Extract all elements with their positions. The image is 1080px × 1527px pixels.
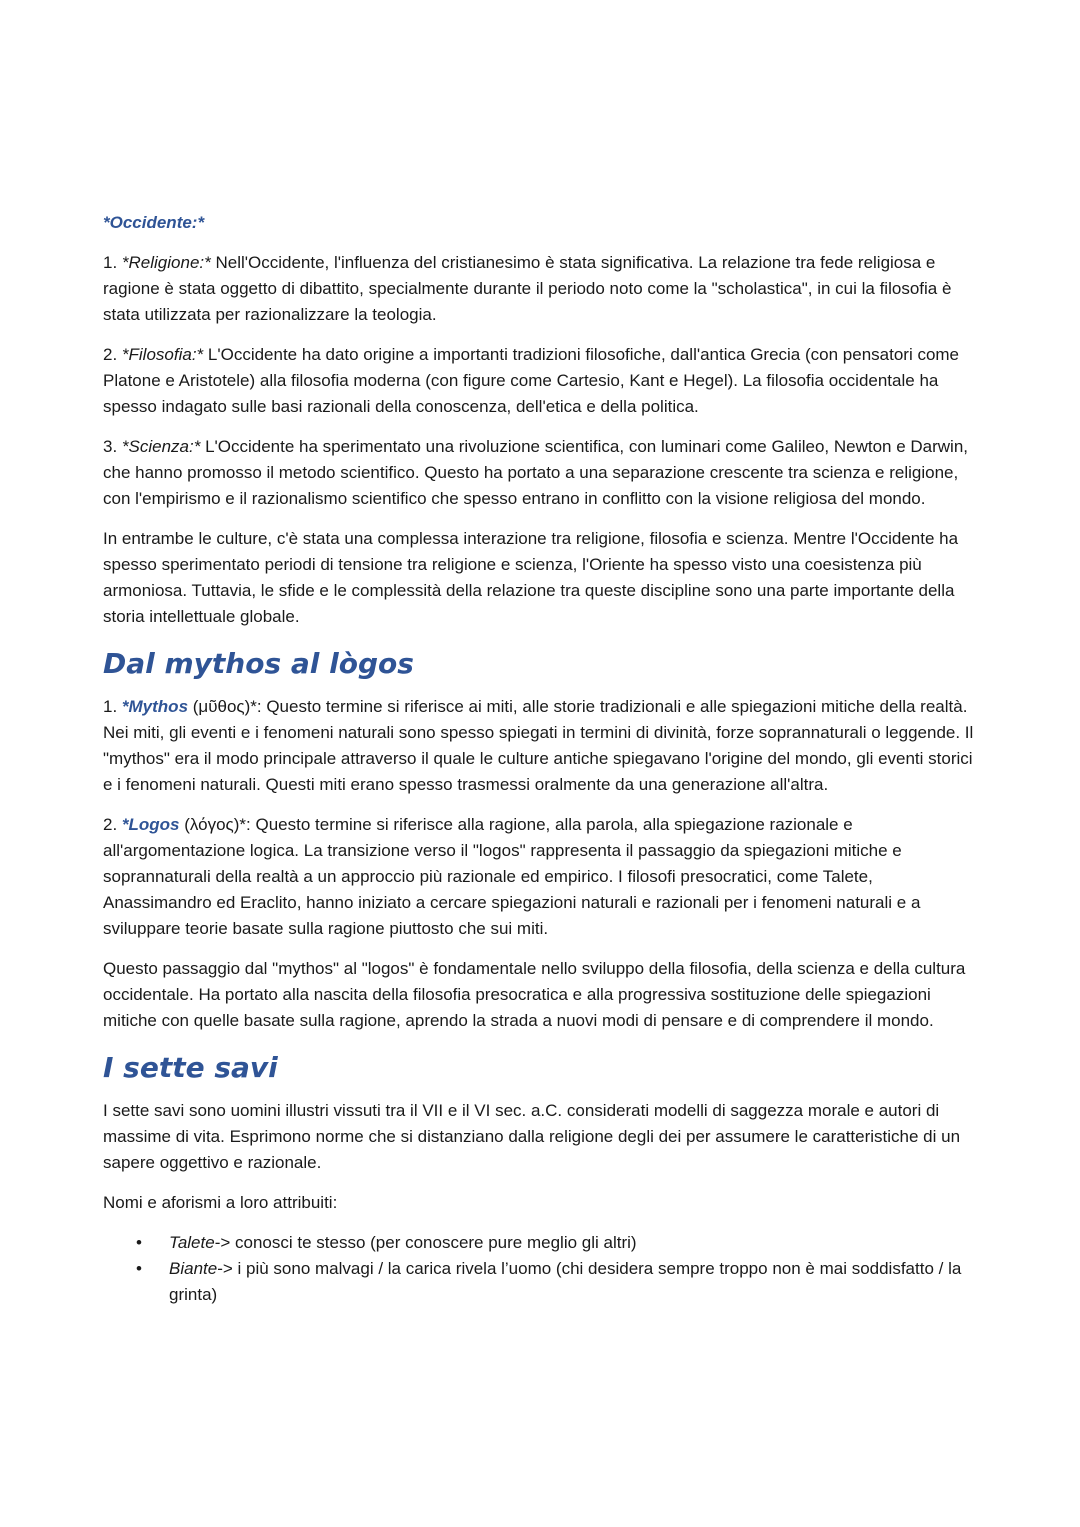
item-text: Nell'Occidente, l'influenza del cristianesimo è stata significativa. La relazione tra fede religiosa e ragione è stata oggetto di dibattito, specialmente durante il periodo noto come la "scholastica", in cui la filosofia è stata utilizzata per razionalizzare la teologia. (103, 253, 952, 324)
mythos-item (103, 694, 983, 798)
item-term: *Religione:* (121, 253, 211, 272)
occidente-item-scienza (103, 434, 983, 512)
savio-name: Biante (169, 1259, 218, 1278)
item-number: 3. (103, 437, 122, 456)
item-term: *Filosofia:* (121, 345, 204, 364)
item-term: *Mythos (121, 697, 189, 716)
list-item (103, 1230, 983, 1256)
occidente-item-religione (103, 250, 983, 328)
item-text: : Questo termine si riferisce alla ragione, alla parola, alla spiegazione razionale e all'argomentazione logica. La transizione verso il "logos" rappresenta il passaggio da spiegazioni mitiche e soprannaturali della realtà a un approccio più razionale ed empirico. I filosofi presocratici, come Talete, Anassimandro ed Eraclito, hanno iniziato a cercare spiegazioni naturali e razionali per i fenomeni naturali e a sviluppare teorie basate sulla ragione piuttosto che sui miti. (103, 815, 921, 938)
bullet-icon: • (136, 1259, 142, 1278)
list-item (103, 1256, 983, 1308)
item-text: L'Occidente ha sperimentato una rivoluzione scientifica, con luminari come Galileo, Newton e Darwin, che hanno promosso il metodo scientifico. Questo ha portato a una separazione crescente tra scienza e religione, con l'empirismo e il razionalismo scientifico che spesso entrano in conflitto con la visione religiosa del mondo. (103, 437, 969, 508)
savio-saying: -> i più sono malvagi / la carica rivela l’uomo (chi desidera sempre troppo non è mai soddisfatto / la grinta) (169, 1259, 962, 1304)
logos-item (103, 812, 983, 942)
savio-name: Talete (169, 1233, 215, 1252)
section-title-mythos-logos: Dal mythos al lògos (103, 647, 414, 680)
item-greek: (μῦθος)* (188, 697, 257, 716)
savi-list (103, 1230, 983, 1308)
bullet-icon: • (136, 1233, 142, 1252)
item-term: *Scienza:* (121, 437, 201, 456)
item-text: L'Occidente ha dato origine a importanti tradizioni filosofiche, dall'antica Grecia (con pensatori come Platone e Aristotele) alla filosofia moderna (con figure come Cartesio, Kant e Hegel). La filosofia occidentale ha spesso indagato sulle basi razionali della conoscenza, dell'etica e della politica. (103, 345, 960, 416)
item-text: : Questo termine si riferisce ai miti, alle storie tradizionali e alle spiegazioni mitiche della realtà. Nei miti, gli eventi e i fenomeni naturali sono spesso spiegati in termini di divinità, forze soprannaturali o leggende. Il "mythos" era il modo principale attraverso il quale le culture antiche spiegavano l'origine del mondo, gli eventi storici e i fenomeni naturali. Questi miti erano spesso trasmessi oralmente da una generazione all'altra. (103, 697, 974, 794)
item-term: *Logos (121, 815, 180, 834)
sette-savi-intro: I sette savi sono uomini illustri vissuti tra il VII e il VI sec. a.C. considerati modelli di saggezza morale e autori di massime di vita. Esprimono norme che si distanziano dalla religione degli dei per assumere le caratteristiche di un sapere oggettivo e razionale. (103, 1101, 961, 1172)
item-number: 2. (103, 815, 122, 834)
document-page (103, 210, 983, 1308)
occidente-heading: *Occidente:* (103, 213, 205, 232)
item-number: 1. (103, 253, 122, 272)
sette-savi-list-intro: Nomi e aforismi a loro attribuiti: (103, 1193, 338, 1212)
item-number: 2. (103, 345, 122, 364)
savio-saying: -> conosci te stesso (per conoscere pure meglio gli altri) (214, 1233, 637, 1252)
item-greek: (λόγος)* (179, 815, 247, 834)
occidente-item-filosofia (103, 342, 983, 420)
item-number: 1. (103, 697, 122, 716)
occidente-conclusion: In entrambe le culture, c'è stata una complessa interazione tra religione, filosofia e scienza. Mentre l'Occidente ha spesso sperimentato periodi di tensione tra religione e scienza, l'Oriente ha spesso visto una coesistenza più armoniosa. Tuttavia, le sfide e le complessità della relazione tra queste discipline sono una parte importante della storia intellettuale globale. (103, 529, 959, 626)
section-title-sette-savi: I sette savi (103, 1051, 278, 1084)
mythos-logos-conclusion: Questo passaggio dal "mythos" al "logos" è fondamentale nello sviluppo della filosofia, della scienza e della cultura occidentale. Ha portato alla nascita della filosofia presocratica e alla progressiva sostituzione delle spiegazioni mitiche con quelle basate sulla ragione, aprendo la strada a nuovi modi di pensare e di comprendere il mondo. (103, 959, 966, 1030)
